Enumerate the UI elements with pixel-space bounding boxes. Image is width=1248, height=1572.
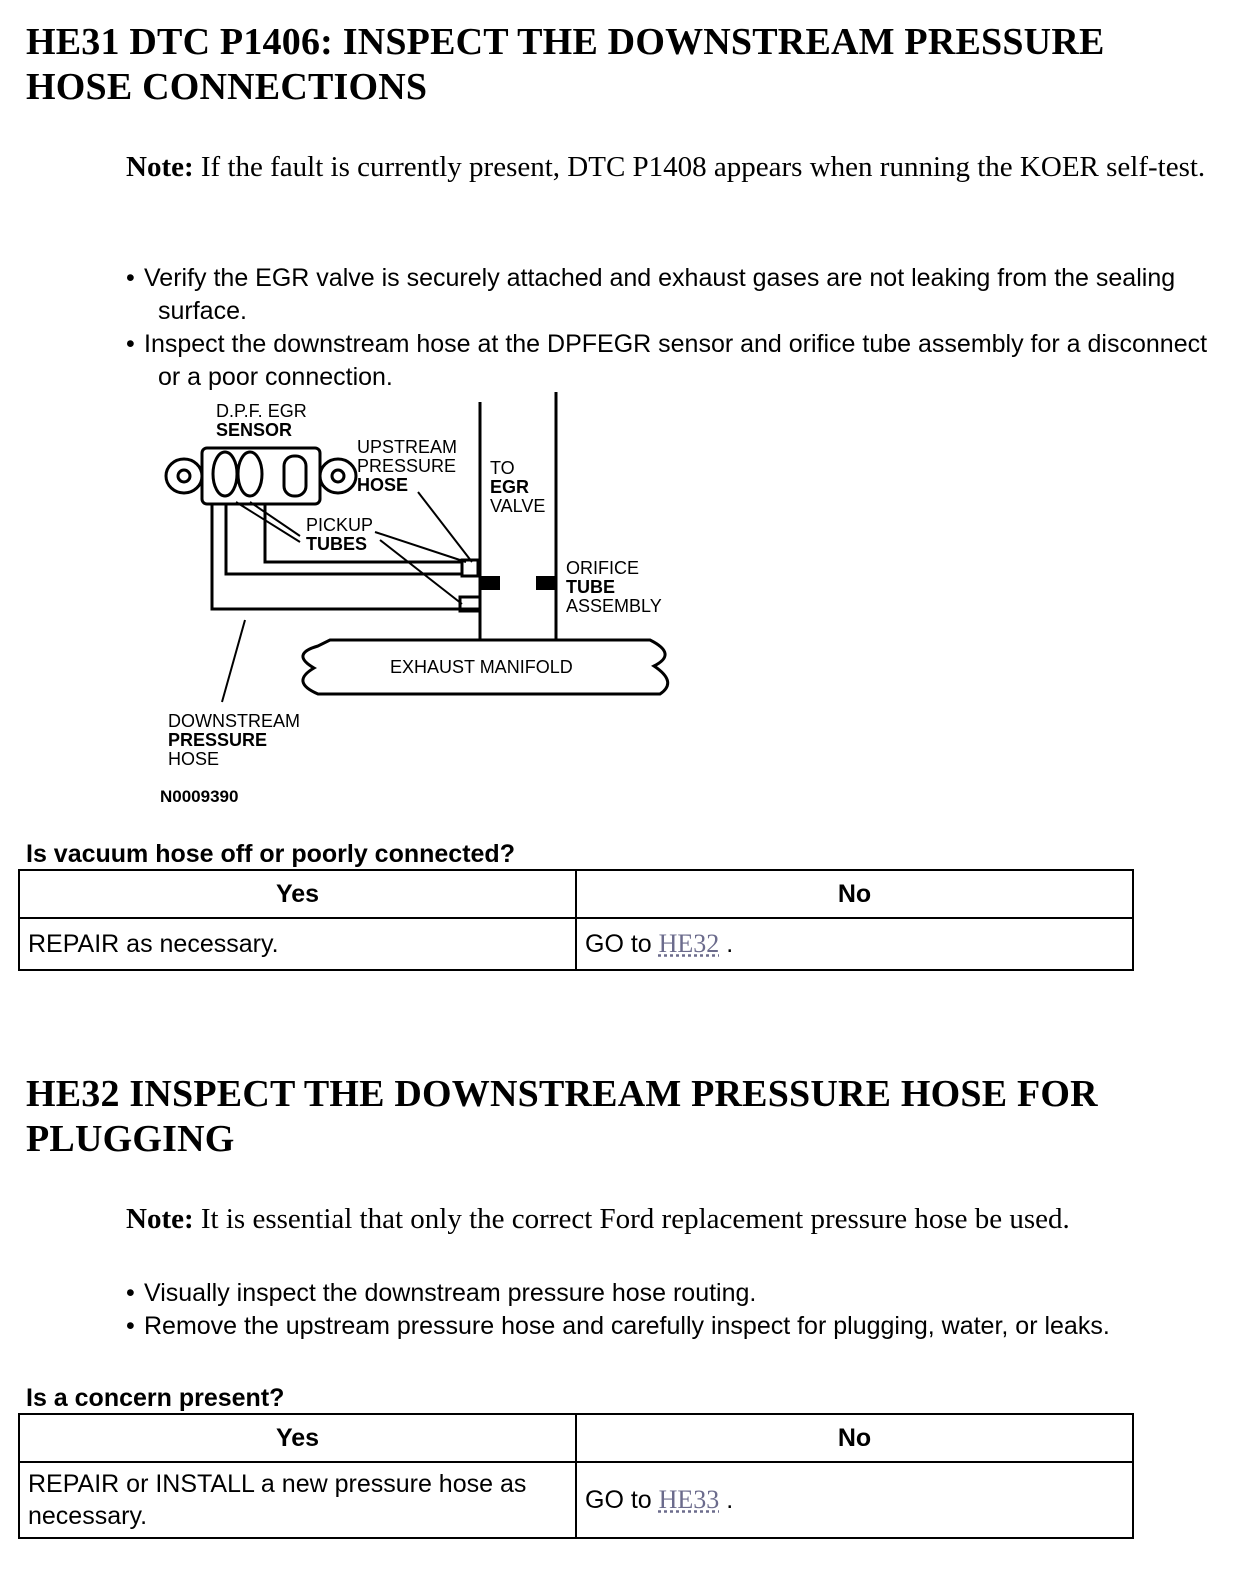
label-pickup-2: TUBES [306,534,368,554]
no-action [576,1462,1133,1538]
sensor-mount-left [166,459,202,493]
label-upstream-3: HOSE [357,475,409,495]
section-he31-title [26,20,1206,110]
no-action-suffix: . [719,1486,734,1514]
sensor-bolt-left [178,470,190,482]
orifice-block-left [480,576,500,590]
label-manifold: EXHAUST MANIFOLD [390,657,573,677]
label-downstream-2: PRESSURE [168,730,268,750]
egr-sensor-diagram [150,392,690,812]
section-he31-table [18,869,1134,971]
no-action-suffix: . [719,930,734,958]
table-header-row [19,870,1133,918]
label-pickup-1: PICKUP [306,515,374,535]
no-action [576,918,1133,970]
label-upstream-2: PRESSURE [357,456,457,476]
label-figure-id: N0009390 [160,787,239,806]
section-he31-question: Is vacuum hose off or poorly connected? [26,840,515,868]
label-downstream-1: DOWNSTREAM [168,711,300,731]
sensor-port-middle [238,452,262,496]
table-row [19,918,1133,970]
label-orifice-2: TUBE [566,577,615,597]
no-header: No [576,1414,1133,1462]
label-to-3: VALVE [490,496,546,516]
note-text: If the fault is currently present, DTC P1408 appears when running the KOER self-test. [193,151,1206,183]
step-item: • Verify the EGR valve is securely attached and exhaust gases are not leaking from the sealing surface. [108,262,1218,328]
label-to-2: EGR [490,477,530,497]
label-sensor-2: SENSOR [216,420,293,440]
section-he31-title-line2: HOSE CONNECTIONS [26,66,428,108]
leader-downstream [222,620,245,702]
table-header-row [19,1414,1133,1462]
link-he32[interactable]: HE32 [658,929,720,958]
leader-pickup-3 [250,502,300,536]
no-action-prefix: GO to [585,1486,659,1514]
section-he32-steps [108,1277,1218,1343]
label-orifice-3: ASSEMBLY [566,596,662,616]
section-he32-title-line2: PLUGGING [26,1118,235,1160]
section-he32-question: Is a concern present? [26,1384,285,1412]
yes-header: Yes [19,1414,576,1462]
section-he32-table [18,1413,1134,1539]
sensor-connector [284,456,306,496]
label-downstream-3: HOSE [168,749,220,769]
section-he31-note [126,148,1216,186]
no-action-prefix: GO to [585,930,659,958]
leader-pickup-4 [236,502,300,542]
note-label: Note: [126,1203,194,1235]
step-item: • Inspect the downstream hose at the DPFEGR sensor and orifice tube assembly for a disconnect or a poor connection. [108,328,1218,394]
leader-pickup-2 [380,540,462,604]
section-he31-title-line1: HE31 DTC P1406: INSPECT THE DOWNSTREAM PRESSURE [26,21,1105,63]
section-he31-steps [108,262,1218,394]
yes-action: REPAIR or INSTALL a new pressure hose as necessary. [19,1462,576,1538]
label-upstream-1: UPSTREAM [357,437,458,457]
no-header: No [576,870,1133,918]
orifice-block-right [536,576,556,590]
sensor-mount-right [320,459,356,493]
section-he32-title-line1: HE32 INSPECT THE DOWNSTREAM PRESSURE HOSE FOR [26,1073,1098,1115]
table-row [19,1462,1133,1538]
yes-header: Yes [19,870,576,918]
link-he33[interactable]: HE33 [658,1485,720,1514]
section-he32-title [26,1072,1206,1162]
section-he32-note [126,1200,1226,1238]
note-text: It is essential that only the correct Ford replacement pressure hose be used. [193,1203,1070,1235]
note-label: Note: [126,151,194,183]
label-sensor-1: D.P.F. EGR [216,401,307,421]
sensor-bolt-right [332,470,344,482]
yes-action: REPAIR as necessary. [19,918,576,970]
label-orifice-1: ORIFICE [566,558,640,578]
step-item: • Remove the upstream pressure hose and carefully inspect for plugging, water, or leaks. [108,1310,1218,1343]
sensor-port-left [213,452,237,496]
leader-upstream [418,492,472,562]
label-to-1: TO [490,458,515,478]
step-item: • Visually inspect the downstream pressure hose routing. [108,1277,1218,1310]
